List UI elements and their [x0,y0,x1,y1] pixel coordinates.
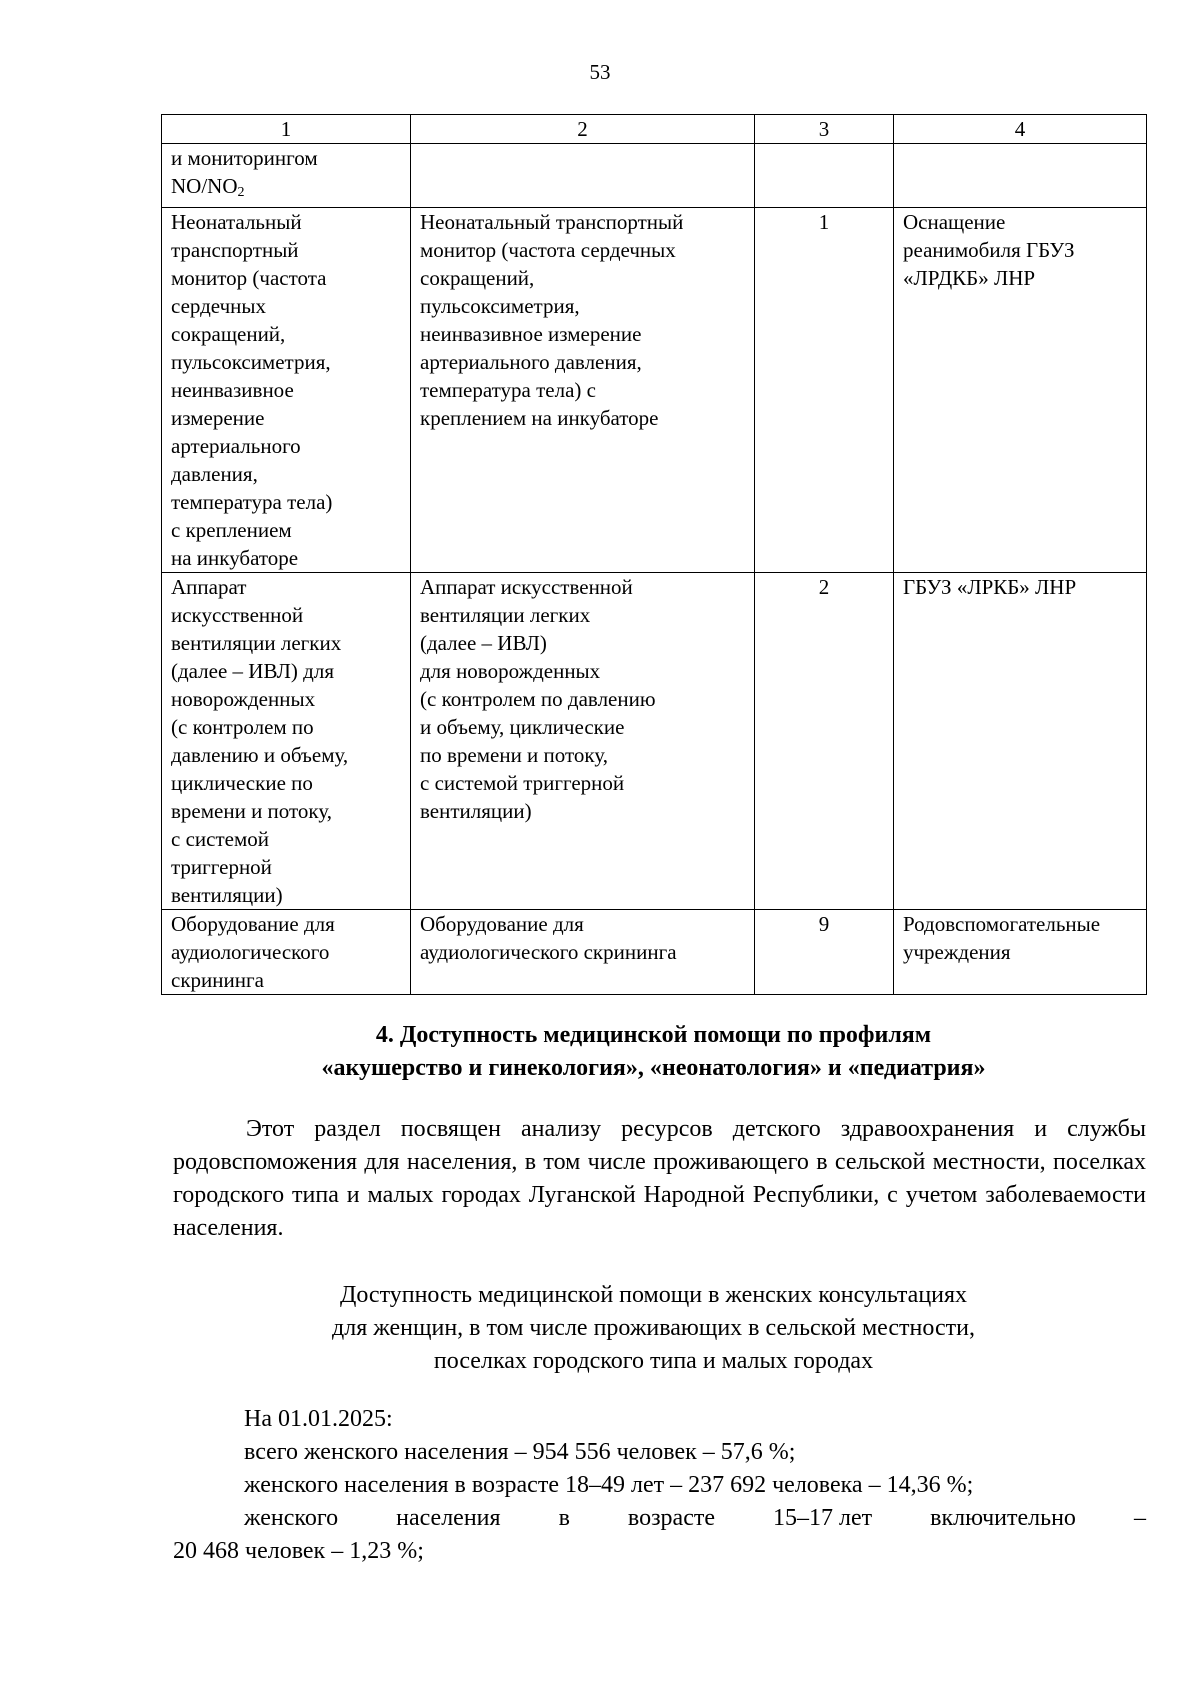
cell-line: для новорожденных [420,659,601,683]
stats-word: включительно [930,1505,1076,1531]
cell-line: Родовспомогательные [903,912,1101,936]
table-cell [894,144,1147,208]
cell-line: и объему, циклические [420,715,625,739]
cell-line: ГБУЗ «ЛРКБ» ЛНР [903,575,1077,599]
table-cell [894,573,1147,910]
section-paragraph: Этот раздел посвящен анализу ресурсов детского здравоохранения и службы родовспоможения для населения, в том числе проживающего в сельской местности, поселках городского типа и малых городах Луганской Народной Республики, с учетом заболеваемости населения. [173,1116,1146,1241]
cell-line: вентиляции легких [171,631,342,655]
cell-line: новорожденных [171,687,316,711]
table-row [162,910,1147,995]
cell-line: (далее – ИВЛ) для [171,659,334,683]
cell-line: артериального давления, [420,350,642,374]
cell-line: скрининга [171,968,264,992]
cell-line: и мониторингом [171,146,318,170]
column-header: 4 [894,115,1147,144]
table-cell [162,573,411,910]
cell-line: Аппарат искусственной [420,575,633,599]
cell-line: пульсоксиметрия, [171,350,331,374]
cell-line: давлению и объему, [171,743,349,767]
stats-word: населения [396,1505,501,1531]
table-cell [162,910,411,995]
table-cell [411,573,755,910]
subtitle-line: Доступность медицинской помощи в женских консультациях [339,1282,968,1308]
cell-line: триггерной [171,855,272,879]
cell-line: реанимобиля ГБУЗ [903,238,1075,262]
cell-line: аудиологического скрининга [420,940,677,964]
section-heading [161,1019,1146,1085]
table-cell [411,910,755,995]
stats-word: в [558,1505,570,1531]
table-cell [894,208,1147,573]
table-row [162,144,1147,208]
cell-line: Неонатальный транспортный [420,210,684,234]
cell-line: монитор (частота сердечных [420,238,676,262]
cell-line: с системой [171,827,269,851]
chem-subscript: 2 [237,185,245,200]
table-cell [411,144,755,208]
cell-line: Неонатальный [171,210,302,234]
table-cell [162,208,411,573]
cell-line: креплением на инкубаторе [420,406,659,430]
table-cell [755,144,894,208]
cell-line: сердечных [171,294,267,318]
cell-line: Оборудование для [171,912,335,936]
stats-word: возрасте [627,1505,715,1531]
table-cell: 2 [755,573,894,910]
subsection-title [161,1279,1146,1378]
cell-line: транспортный [171,238,299,262]
cell-line: (далее – ИВЛ) [420,631,547,655]
cell-line: искусственной [171,603,304,627]
column-header: 1 [162,115,411,144]
table-cell [162,144,411,208]
cell-line: (с контролем по давлению [420,687,656,711]
cell-line: циклические по [171,771,313,795]
table-cell [411,208,755,573]
cell-line: на инкубаторе [171,546,299,570]
table-row [162,208,1147,573]
cell-line: учреждения [903,940,1011,964]
stats-line [173,1502,1146,1535]
cell-line: вентиляции) [171,883,283,907]
cell-line: Оборудование для [420,912,584,936]
population-stats [173,1403,1146,1568]
column-header: 3 [755,115,894,144]
page-number: 53 [589,60,611,84]
stats-date: На 01.01.2025: [244,1406,393,1432]
cell-line: температура тела) [171,490,333,514]
cell-line: неинвазивное [171,378,294,402]
stats-line: женского населения в возрасте 18–49 лет – 237 692 человека – 14,36 %; [244,1472,974,1498]
column-header: 2 [411,115,755,144]
cell-line: (с контролем по [171,715,314,739]
cell-line: монитор (частота [171,266,327,290]
subtitle-line: поселках городского типа и малых городах [433,1348,874,1374]
equipment-table [161,114,1147,995]
cell-line: вентиляции легких [420,603,591,627]
cell-line: вентиляции) [420,799,532,823]
stats-word: 15–17 лет [773,1505,873,1531]
cell-line: сокращений, [420,266,535,290]
table-row [162,573,1147,910]
cell-line: измерение [171,406,265,430]
stats-word: – [1133,1505,1146,1531]
chem-formula [171,172,401,207]
heading-line: «акушерство и гинекология», «неонатология» и «педиатрия» [321,1055,986,1081]
heading-line: 4. Доступность медицинской помощи по профилям [375,1022,932,1048]
cell-line: времени и потоку, [171,799,332,823]
cell-line: аудиологического [171,940,330,964]
cell-line: давления, [171,462,258,486]
cell-line: артериального [171,434,301,458]
cell-line: с системой триггерной [420,771,625,795]
cell-line: «ЛРДКБ» ЛНР [903,266,1036,290]
table-header-row [162,115,1147,144]
subtitle-line: для женщин, в том числе проживающих в сельской местности, [332,1315,975,1341]
cell-line: по времени и потоку, [420,743,608,767]
stats-line: всего женского населения – 954 556 человек – 57,6 %; [244,1439,796,1465]
cell-line: неинвазивное измерение [420,322,642,346]
cell-line: Аппарат [171,575,247,599]
cell-line: Оснащение [903,210,1006,234]
cell-line: температура тела) с [420,378,596,402]
cell-line: с креплением [171,518,292,542]
cell-line: пульсоксиметрия, [420,294,580,318]
table-cell: 1 [755,208,894,573]
stats-line-continuation: 20 468 человек – 1,23 %; [173,1538,424,1564]
chem-base: NO/NO [171,174,238,198]
table-cell: 9 [755,910,894,995]
cell-line: сокращений, [171,322,286,346]
table-cell [894,910,1147,995]
stats-word: женского [244,1505,339,1531]
